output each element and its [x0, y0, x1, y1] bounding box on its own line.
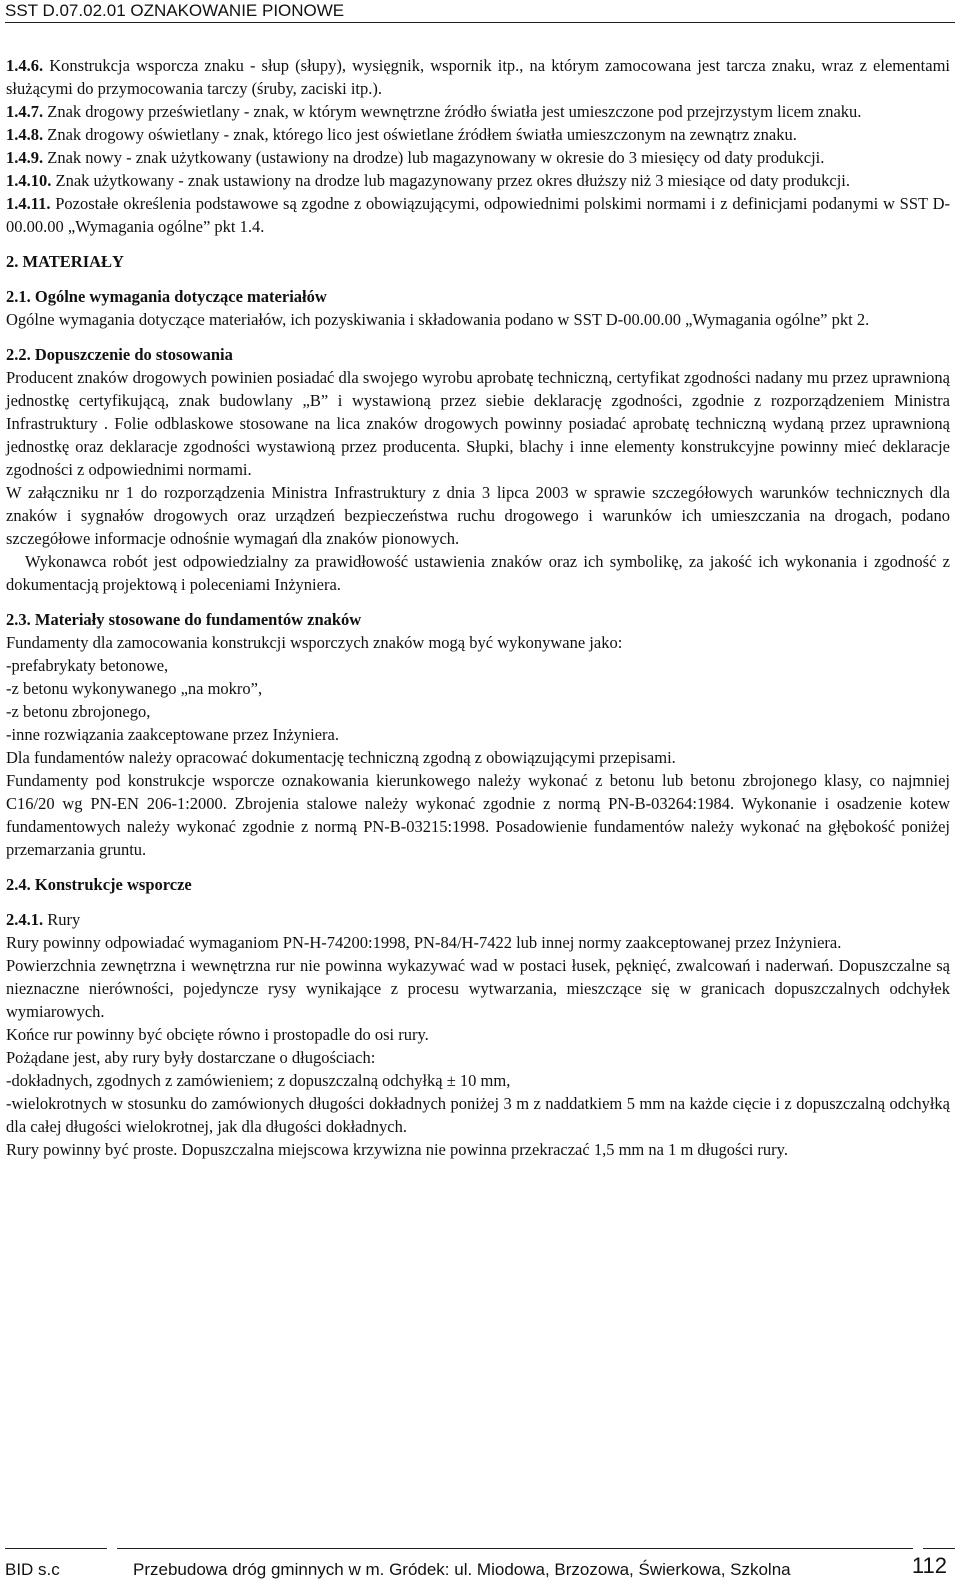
- definition-text: Znak nowy - znak użytkowany (ustawiony na drodze) lub magazynowany w okresie do 3 miesięcy od daty produkcji.: [43, 148, 825, 167]
- definition-1-4-9: [6, 146, 950, 169]
- footer-rule-middle: [117, 1548, 913, 1549]
- definition-1-4-11: [6, 192, 950, 238]
- definition-number: 1.4.6.: [6, 56, 44, 75]
- footer-company: BID s.c: [5, 1560, 60, 1579]
- section-2-3-line: Fundamenty dla zamocowania konstrukcji wsporczych znaków mogą być wykonywane jako:: [6, 633, 623, 652]
- section-2-4-heading: 2.4. Konstrukcje wsporcze: [6, 875, 192, 894]
- section-2-2-heading: 2.2. Dopuszczenie do stosowania: [6, 345, 233, 364]
- page-footer: [5, 1548, 955, 1585]
- section-2-4-1-line: Powierzchnia zewnętrzna i wewnętrzna rur nie powinna wykazywać wad w postaci łusek, pęknięć, zwalcowań i naderwań. Dopuszczalne są nieznaczne nierówności, pojedyncze rysy wynikające z procesu wytwarzania, mieszczące się w granicach dopuszczalnych odchyłek wymiarowych.: [6, 956, 950, 1021]
- definition-1-4-8: [6, 123, 950, 146]
- definition-number: 1.4.7.: [6, 102, 44, 121]
- section-2-1-text: Ogólne wymagania dotyczące materiałów, ich pozyskiwania i składowania podano w SST D-00.00.00 „Wymagania ogólne” pkt 2.: [6, 310, 870, 329]
- section-2-3-line: -z betonu wykonywanego „na mokro”,: [6, 679, 263, 698]
- section-number: 2.4.1.: [6, 910, 44, 929]
- definition-number: 1.4.9.: [6, 148, 44, 167]
- page-header: SST D.07.02.01 OZNAKOWANIE PIONOWE: [5, 0, 955, 23]
- section-2-4-1-line: -dokładnych, zgodnych z zamówieniem; z dopuszczalną odchyłką ± 10 mm,: [6, 1071, 511, 1090]
- definition-text: Znak drogowy oświetlany - znak, którego lico jest oświetlane źródłem światła umieszczonym na zewnątrz znaku.: [43, 125, 797, 144]
- section-2-4-1-heading: [6, 908, 950, 931]
- page-number: 112: [911, 1553, 947, 1578]
- definition-text: Konstrukcja wsporcza znaku - słup (słupy), wysięgnik, wspornik itp., na którym zamocowana jest tarcza znaku, wraz z elementami służącymi do przymocowania tarczy (śruby, zaciski itp.).: [6, 56, 950, 98]
- definition-text: Znak drogowy prześwietlany - znak, w którym wewnętrzne źródło światła jest umieszczone pod przejrzystym licem znaku.: [43, 102, 862, 121]
- section-2-4-1-line: -wielokrotnych w stosunku do zamówionych długości dokładnych poniżej 3 m z naddatkiem 5 mm na każde cięcie i z dopuszczalną odchyłką dla całej długości wielokrotnej, jak dla długości dokładnych.: [6, 1094, 950, 1136]
- section-2-1-heading: 2.1. Ogólne wymagania dotyczące materiałów: [6, 287, 327, 306]
- document-body: [6, 54, 950, 1161]
- section-2-2-paragraph-3: Wykonawca robót jest odpowiedzialny za prawidłowość ustawienia znaków oraz ich symbolikę, za jakość ich wykonania i zgodność z dokumentacją projektową i poleceniami Inżyniera.: [6, 552, 950, 594]
- section-2-4-1-line: Końce rur powinny być obcięte równo i prostopadle do osi rury.: [6, 1025, 429, 1044]
- definition-text: Znak użytkowany - znak ustawiony na drodze lub magazynowany przez okres dłuższy niż 3 miesiące od daty produkcji.: [51, 171, 850, 190]
- section-2-3-heading: 2.3. Materiały stosowane do fundamentów znaków: [6, 610, 362, 629]
- definition-1-4-6: [6, 54, 950, 100]
- definition-number: 1.4.8.: [6, 125, 44, 144]
- definition-number: 1.4.10.: [6, 171, 52, 190]
- section-2-3-line: Dla fundamentów należy opracować dokumentację techniczną zgodną z obowiązującymi przepisami.: [6, 748, 676, 767]
- footer-rule-right: [923, 1548, 955, 1549]
- definition-text: Pozostałe określenia podstawowe są zgodne z obowiązującymi, odpowiednimi polskimi normami i z definicjami podanymi w SST D-00.00.00 „Wymagania ogólne” pkt 1.4.: [6, 194, 950, 236]
- section-2-3-line: -inne rozwiązania zaakceptowane przez Inżyniera.: [6, 725, 339, 744]
- section-2-3-line: -z betonu zbrojonego,: [6, 702, 151, 721]
- section-2-4-1-line: Pożądane jest, aby rury były dostarczane o długościach:: [6, 1048, 376, 1067]
- footer-rule-left: [5, 1548, 107, 1549]
- section-2-3-line: -prefabrykaty betonowe,: [6, 656, 169, 675]
- definition-1-4-10: [6, 169, 950, 192]
- section-2-3-line: Fundamenty pod konstrukcje wsporcze oznakowania kierunkowego należy wykonać z betonu lub betonu zbrojonego klasy, co najmniej C16/20 wg PN-EN 206-1:2000. Zbrojenia stalowe należy wykonać zgodnie z normą PN-B-03264:1984. Wykonanie i osadzenie kotew fundamentowych należy wykonać zgodnie z normą PN-B-03215:1998. Posadowienie fundamentów należy wykonać na głębokość poniżej przemarzania gruntu.: [6, 771, 950, 859]
- section-2-4-1-line: Rury powinny być proste. Dopuszczalna miejscowa krzywizna nie powinna przekraczać 1,5 mm na 1 m długości rury.: [6, 1140, 788, 1159]
- section-2-2-paragraph-2: W załączniku nr 1 do rozporządzenia Ministra Infrastruktury z dnia 3 lipca 2003 w sprawie szczegółowych warunków technicznych dla znaków i sygnałów drogowych oraz urządzeń bezpieczeństwa ruchu drogowego i warunków ich umieszczania na drogach, podano szczegółowe informacje odnośnie wymagań dla znaków pionowych.: [6, 483, 950, 548]
- definition-number: 1.4.11.: [6, 194, 51, 213]
- footer-project-title: Przebudowa dróg gminnych w m. Gródek: ul. Miodowa, Brzozowa, Świerkowa, Szkolna: [133, 1560, 791, 1579]
- section-2-2-paragraph-1: Producent znaków drogowych powinien posiadać dla swojego wyrobu aprobatę techniczną, certyfikat zgodności nadany mu przez uprawnioną jednostkę certyfikującą, znak budowlany „B” i wystawioną przez siebie deklarację zgodności, zgodnie z rozporządzeniem Ministra Infrastruktury . Folie odblaskowe stosowane na lica znaków drogowych powinny posiadać aprobatę techniczną wydaną przez uprawnioną jednostkę oraz deklaracje zgodności wystawioną przez producenta. Słupki, blachy i inne elementy konstrukcyjne powinny mieć deklaracje zgodności z odpowiednimi normami.: [6, 368, 950, 479]
- section-2-heading: 2. MATERIAŁY: [6, 252, 124, 271]
- definition-1-4-7: [6, 100, 950, 123]
- section-2-4-1-line: Rury powinny odpowiadać wymaganiom PN-H-74200:1998, PN-84/H-7422 lub innej normy zaakceptowanej przez Inżyniera.: [6, 933, 842, 952]
- section-title: Rury: [43, 910, 81, 929]
